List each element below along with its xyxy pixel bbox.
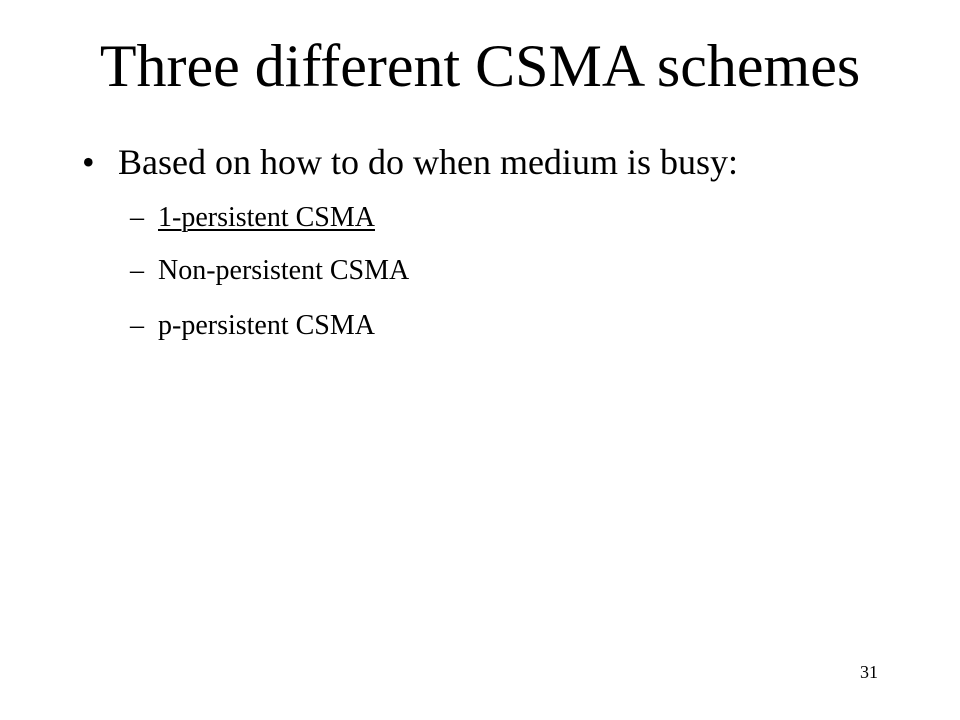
dash-marker: – bbox=[130, 255, 144, 286]
sub-item-text: 1-persistent CSMA bbox=[158, 202, 375, 233]
main-bullet-text: Based on how to do when medium is busy: bbox=[118, 142, 738, 182]
dash-marker: – bbox=[130, 310, 144, 341]
sub-item-1-persistent bbox=[130, 201, 375, 235]
sub-item-text: p-persistent CSMA bbox=[158, 310, 375, 341]
sub-item-text: Non-persistent CSMA bbox=[158, 255, 410, 286]
sub-item-p-persistent bbox=[130, 309, 375, 343]
main-bullet bbox=[82, 140, 738, 184]
page-number: 31 bbox=[860, 662, 878, 682]
sub-item-non-persistent bbox=[130, 254, 409, 288]
slide-title: Three different CSMA schemes bbox=[99, 33, 861, 99]
dash-marker: – bbox=[130, 202, 144, 233]
bullet-marker: • bbox=[82, 142, 95, 182]
